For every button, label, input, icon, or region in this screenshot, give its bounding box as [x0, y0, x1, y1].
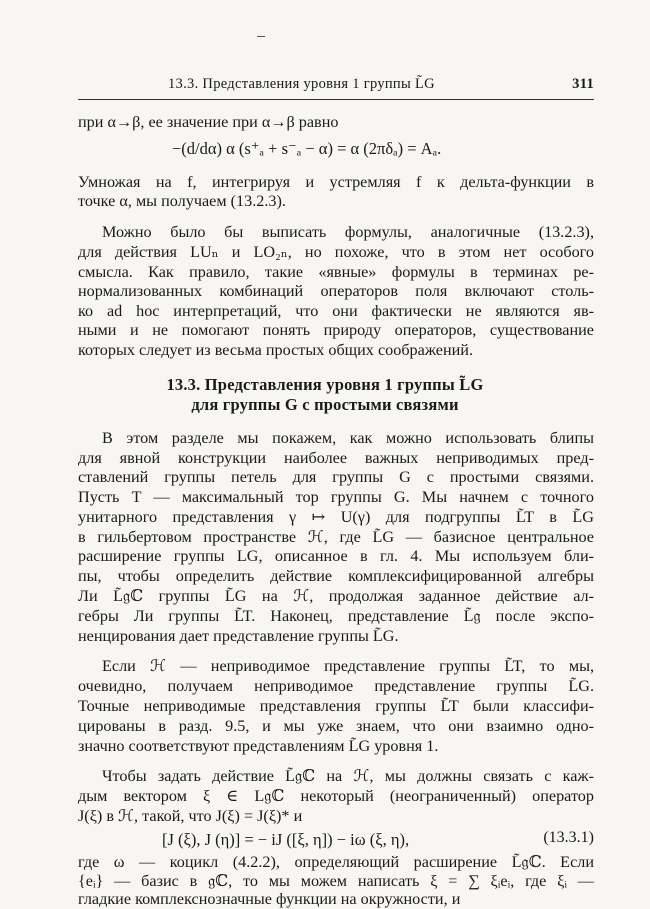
text-line: смысла. Как правило, такие «явные» формулы в терминах ре- [78, 263, 594, 281]
text-line: гебры Ли группы L̃T. Наконец, представление L̃𝔤 после экспо- [78, 607, 594, 625]
text-line: J(ξ) в ℋ, такой, что J(ξ) = J(ξ)* и [78, 807, 303, 825]
text-line: очевидно, получаем неприводимое представление группы L̃G. [78, 677, 594, 695]
text-line: ставлений группы петель для группы G с простыми связями. [78, 468, 594, 486]
text-line: где ω — коцикл (4.2.2), определяющий расширение L̃𝔤ℂ. Если [78, 853, 594, 871]
text-line: для действия LUₙ и LO₂ₙ, но похоже, что в этом нет особого [78, 243, 594, 261]
text-line: ными и не помогают понять природу операторов, существование [78, 321, 594, 339]
text-line: унитарного представления γ ↦ U(γ) для подгруппы L̃T в L̃G [78, 508, 594, 526]
equation-commutator: [J (ξ), J (η)] = − iJ ([ξ, η]) − iω (ξ, η), [162, 830, 410, 849]
text-line: дым вектором ξ ∈ L𝔤ℂ некоторый (неограниченный) оператор [78, 787, 594, 805]
text-line: которых следует из весьма простых общих соображений. [78, 341, 474, 359]
text-line: цированы в разд. 9.5, и мы уже знаем, что они взаимно одно- [78, 717, 594, 735]
section-title: 13.3. Представления уровня 1 группы L̃G [166, 375, 484, 394]
text-line: точке α, мы получаем (13.2.3). [78, 192, 286, 210]
text-line: нормализованных комбинаций операторов поля включают столь- [78, 282, 594, 300]
running-head [78, 76, 594, 96]
equation-derivative: −(d/dα) α (s⁺ₐ + s⁻ₐ − α) = α (2πδₐ) = Aₐ. [172, 139, 442, 158]
text-line: Точные неприводимые представления группы L̃T были классифи- [78, 697, 594, 715]
text-line: ненцирования дает представление группы L̃G. [78, 627, 399, 645]
page-mark [257, 36, 265, 37]
running-head-title: 13.3. Представления уровня 1 группы L̃G [168, 76, 435, 92]
text-line: при α→β, ее значение при α→β равно [78, 113, 339, 131]
page-number: 311 [572, 76, 594, 92]
header-rule [78, 99, 594, 100]
text-line: Можно было бы выписать формулы, аналогичные (13.2.3), [102, 223, 594, 241]
text-line: Умножая на f, интегрируя и устремляя f к дельта-функции в [78, 173, 594, 191]
text-line: Ли L̃𝔤ℂ группы L̃G на ℋ, продолжая заданное действие ал- [78, 587, 594, 605]
text-line: пы, чтобы определить действие комплексифицированной алгебры [78, 567, 594, 585]
text-line: в гильбертовом пространстве ℋ, где L̃G — базисное центральное [78, 528, 594, 546]
text-line: В этом разделе мы покажем, как можно использовать блипы [102, 429, 594, 447]
text-line: расширение группы LG, описанное в гл. 4. Мы используем бли- [78, 547, 594, 565]
text-line: Пусть T — максимальный тор группы G. Мы начнем с точного [78, 488, 594, 506]
text-line: гладкие комплекснозначные функции на окружности, и [78, 890, 461, 908]
section-subtitle: для группы G с простыми связями [191, 395, 459, 414]
text-line: для явной конструкции наиболее важных неприводимых пред- [78, 449, 594, 467]
text-line: значно соответствуют представлениям L̃G уровня 1. [78, 737, 439, 755]
equation-number: (13.3.1) [543, 829, 594, 846]
text-line: Если ℋ — неприводимое представление группы L̃T, то мы, [102, 657, 594, 675]
text-line: Чтобы задать действие L̃𝔤ℂ на ℋ, мы должны связать с каж- [102, 767, 594, 785]
text-line: ко ad hoc интерпретаций, что они фактически не являются яв- [78, 302, 594, 320]
text-line: {eᵢ} — базис в 𝔤ℂ, то мы можем написать ξ = ∑ ξᵢeᵢ, где ξᵢ — [78, 872, 594, 890]
